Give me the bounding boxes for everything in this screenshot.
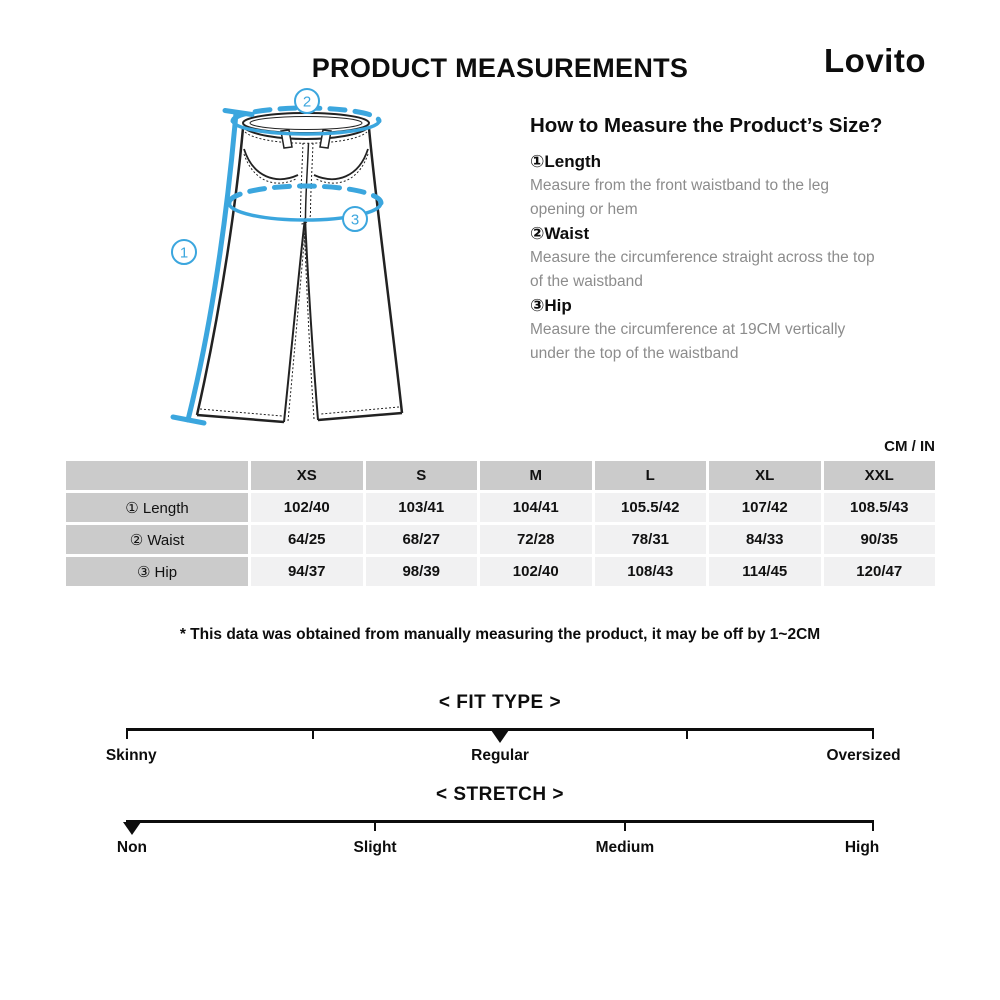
table-cell: 78/31 (595, 525, 707, 554)
table-cell: 72/28 (480, 525, 592, 554)
fit-label-oversized: Oversized (826, 747, 901, 764)
stretch-scale (116, 784, 880, 856)
fit-type-title: < FIT TYPE > (438, 692, 562, 713)
measure-guide (530, 114, 940, 366)
guide-label-length: ①Length (530, 152, 602, 171)
scale-tick (312, 728, 314, 739)
measurement-disclaimer: * This data was obtained from manually measuring the product, it may be off by 1~2CM (179, 626, 821, 643)
fit-type-track (105, 728, 901, 764)
table-corner-cell (66, 461, 248, 490)
guide-desc-waist: Measure the circumference straight across the top of the waistband (530, 249, 875, 290)
guide-desc-hip: Measure the circumference at 19CM vertically under the top of the waistband (530, 321, 846, 362)
scale-tick (126, 728, 128, 739)
guide-label-waist: ②Waist (530, 224, 590, 243)
guide-desc-length: Measure from the front waistband to the leg opening or hem (530, 177, 829, 218)
length-measure-cap-bottom (173, 417, 204, 423)
table-cell: 108.5/43 (824, 493, 936, 522)
stretch-marker-icon (123, 822, 141, 835)
fit-label-skinny: Skinny (105, 747, 157, 764)
table-header-xs: XS (251, 461, 363, 490)
stretch-track (116, 820, 880, 856)
page-title: PRODUCT MEASUREMENTS (311, 53, 689, 83)
table-cell: 103/41 (366, 493, 478, 522)
guide-item-hip (530, 294, 940, 366)
scale-tick (624, 820, 626, 831)
measure-guide-title: How to Measure the Product’s Size? (530, 114, 883, 137)
callout-number-3: 3 (350, 211, 360, 229)
scale-tick (686, 728, 688, 739)
fit-type-marker-icon (491, 730, 509, 743)
table-header-xxl: XXL (824, 461, 936, 490)
unit-label: CM / IN (884, 438, 935, 455)
fit-type-scale (105, 692, 901, 764)
table-cell: 64/25 (251, 525, 363, 554)
table-header-l: L (595, 461, 707, 490)
table-row-label-length: ① Length (66, 493, 248, 522)
table-cell: 105.5/42 (595, 493, 707, 522)
table-cell: 114/45 (709, 557, 821, 586)
table-cell: 84/33 (709, 525, 821, 554)
table-cell: 104/41 (480, 493, 592, 522)
callout-number-2: 2 (302, 93, 312, 111)
table-cell: 90/35 (824, 525, 936, 554)
table-cell: 120/47 (824, 557, 936, 586)
scale-tick (872, 728, 874, 739)
stretch-label-slight: Slight (353, 839, 397, 856)
table-row-label-hip: ③ Hip (66, 557, 248, 586)
table-cell: 102/40 (480, 557, 592, 586)
length-measure-cap-top (225, 111, 252, 115)
guide-label-hip: ③Hip (530, 296, 572, 315)
callout-number-1: 1 (179, 244, 189, 262)
scale-tick (374, 820, 376, 831)
table-cell: 68/27 (366, 525, 478, 554)
table-header-m: M (480, 461, 592, 490)
table-cell: 107/42 (709, 493, 821, 522)
stretch-label-medium: Medium (595, 839, 655, 856)
guide-item-waist (530, 222, 940, 294)
table-header-xl: XL (709, 461, 821, 490)
table-cell: 94/37 (251, 557, 363, 586)
table-cell: 98/39 (366, 557, 478, 586)
table-row-label-waist: ② Waist (66, 525, 248, 554)
stretch-title: < STRETCH > (436, 784, 564, 805)
scale-tick (872, 820, 874, 831)
fit-label-regular: Regular (471, 747, 529, 764)
stretch-label-high: High (844, 839, 880, 856)
brand-logo: Lovito (824, 42, 926, 79)
size-table (66, 461, 935, 586)
guide-item-length (530, 150, 940, 222)
pants-diagram (140, 85, 460, 445)
table-cell: 102/40 (251, 493, 363, 522)
table-cell: 108/43 (595, 557, 707, 586)
table-header-s: S (366, 461, 478, 490)
stretch-label-non: Non (116, 839, 148, 856)
